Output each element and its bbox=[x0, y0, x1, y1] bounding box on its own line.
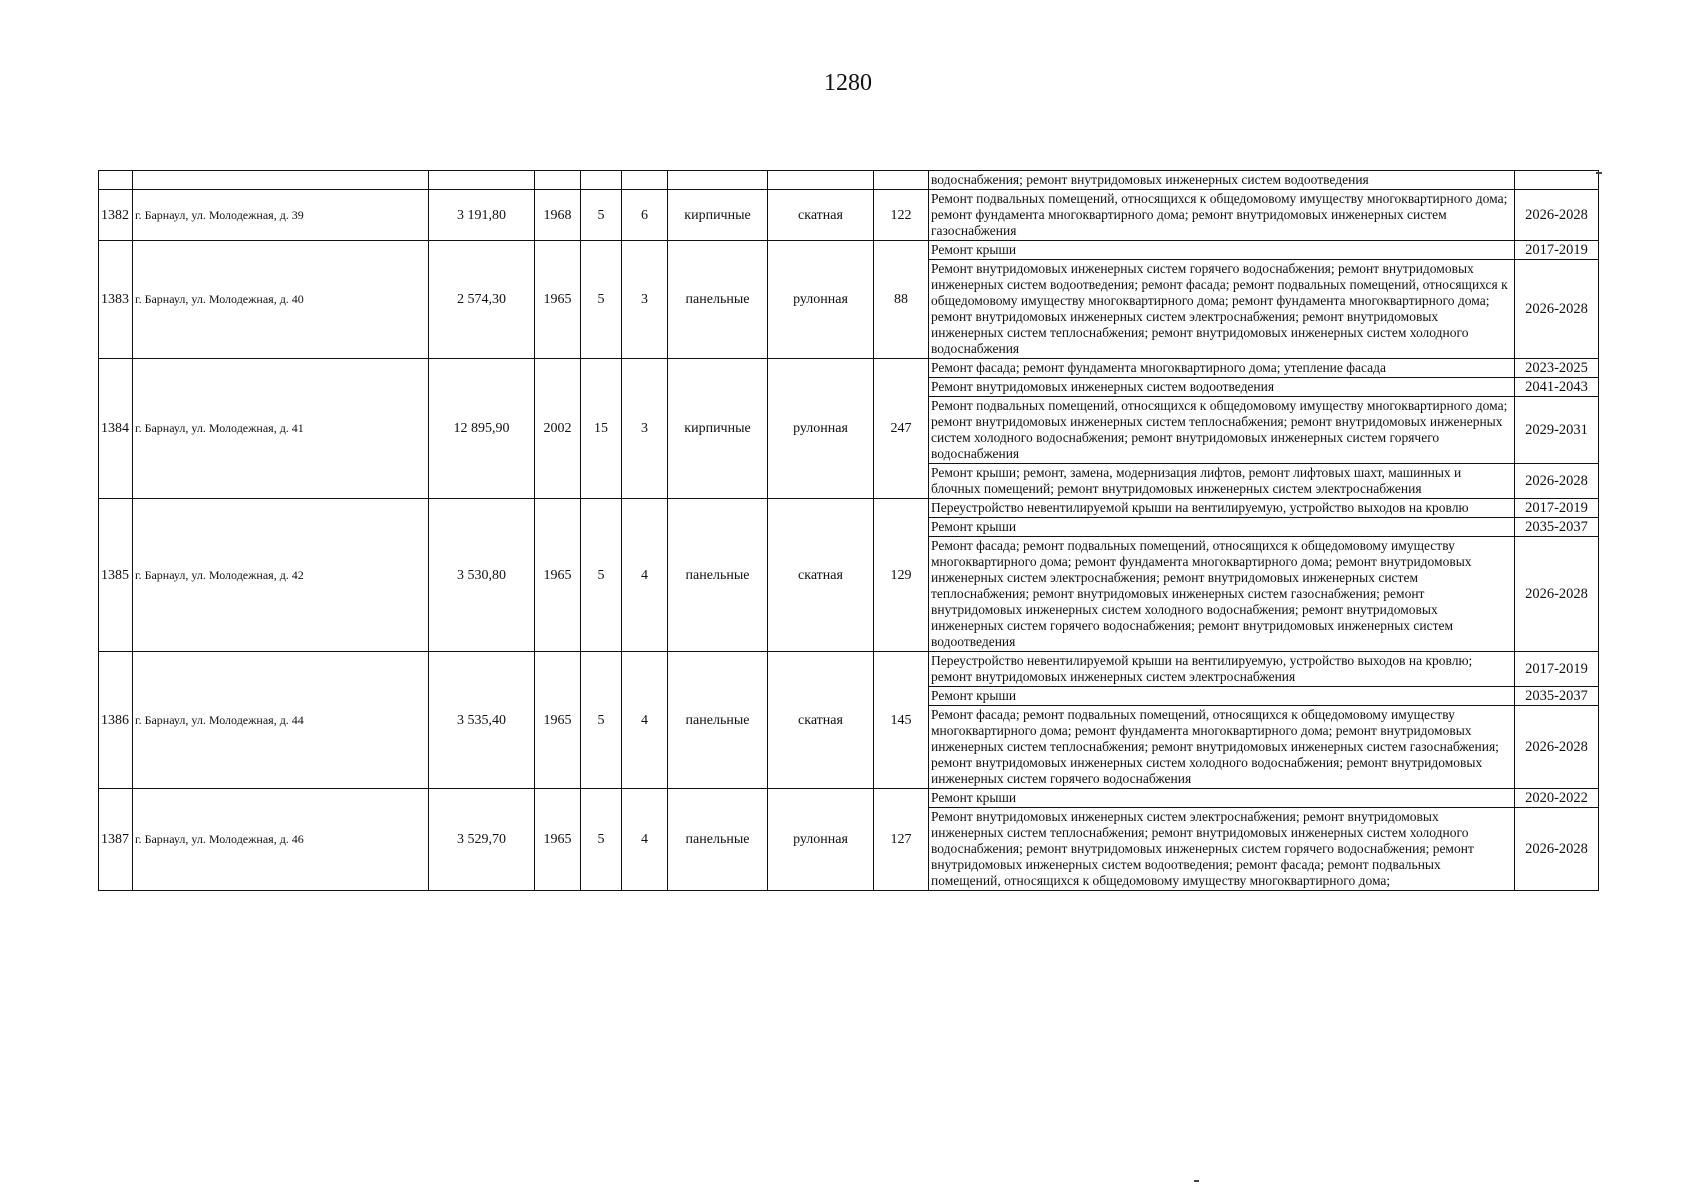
work-period: 2026-2028 bbox=[1515, 808, 1599, 891]
area-cell: 3 535,40 bbox=[429, 652, 535, 789]
area-cell: 3 530,80 bbox=[429, 499, 535, 652]
table-row bbox=[99, 241, 1599, 260]
address-cell: г. Барнаул, ул. Молодежная, д. 39 bbox=[133, 190, 429, 241]
work-period: 2026-2028 bbox=[1515, 537, 1599, 652]
address-cell bbox=[133, 171, 429, 190]
work-period: 2026-2028 bbox=[1515, 260, 1599, 359]
floors-cell: 5 bbox=[581, 190, 622, 241]
work-period: 2020-2022 bbox=[1515, 789, 1599, 808]
table-row bbox=[99, 190, 1599, 241]
entrances-cell: 4 bbox=[622, 789, 668, 891]
roof-cell: скатная bbox=[768, 499, 874, 652]
table-row bbox=[99, 171, 1599, 190]
work-period: 2035-2037 bbox=[1515, 687, 1599, 706]
work-description: Ремонт крыши bbox=[929, 687, 1515, 706]
area-cell: 3 529,70 bbox=[429, 789, 535, 891]
work-period: 2026-2028 bbox=[1515, 464, 1599, 499]
page-number: 1280 bbox=[824, 70, 872, 96]
work-period: 2017-2019 bbox=[1515, 241, 1599, 260]
table-row bbox=[99, 359, 1599, 378]
work-period: 2026-2028 bbox=[1515, 706, 1599, 789]
entrances-cell: 4 bbox=[622, 499, 668, 652]
row-number: 1382 bbox=[99, 190, 133, 241]
work-description: водоснабжения; ремонт внутридомовых инженерных систем водоотведения bbox=[929, 171, 1515, 190]
work-period: 2023-2025 bbox=[1515, 359, 1599, 378]
work-period: 2017-2019 bbox=[1515, 499, 1599, 518]
area-cell: 3 191,80 bbox=[429, 190, 535, 241]
walls-cell: кирпичные bbox=[668, 359, 768, 499]
entrances-cell: 4 bbox=[622, 652, 668, 789]
work-description: Ремонт внутридомовых инженерных систем горячего водоснабжения; ремонт внутридомовых инженерных систем водоотведения; ремонт фасада; ремонт подвальных помещений, относящихся к общедомовому имуществу многоквартирного дома; ремонт фундамента многоквартирного дома; ремонт внутридомовых инженерных систем электроснабжения; ремонт внутридомовых инженерных систем теплоснабжения; ремонт внутридомовых инженерных систем холодного водоснабжения bbox=[929, 260, 1515, 359]
work-description: Ремонт крыши bbox=[929, 241, 1515, 260]
address-cell: г. Барнаул, ул. Молодежная, д. 40 bbox=[133, 241, 429, 359]
walls-cell: панельные bbox=[668, 241, 768, 359]
residents-cell: 122 bbox=[874, 190, 929, 241]
work-description: Ремонт крыши bbox=[929, 518, 1515, 537]
table-row bbox=[99, 652, 1599, 687]
row-number: 1384 bbox=[99, 359, 133, 499]
address-cell: г. Барнаул, ул. Молодежная, д. 41 bbox=[133, 359, 429, 499]
housing-repair-table bbox=[98, 170, 1599, 891]
roof-cell: скатная bbox=[768, 190, 874, 241]
scan-mark bbox=[1194, 1180, 1199, 1182]
residents-cell: 127 bbox=[874, 789, 929, 891]
floors-cell bbox=[581, 171, 622, 190]
work-period: 2035-2037 bbox=[1515, 518, 1599, 537]
roof-cell: скатная bbox=[768, 652, 874, 789]
row-number: 1385 bbox=[99, 499, 133, 652]
year-cell: 1968 bbox=[535, 190, 581, 241]
walls-cell bbox=[668, 171, 768, 190]
table-body bbox=[99, 171, 1599, 891]
floors-cell: 15 bbox=[581, 359, 622, 499]
work-description: Ремонт внутридомовых инженерных систем водоотведения bbox=[929, 378, 1515, 397]
work-period: 2017-2019 bbox=[1515, 652, 1599, 687]
area-cell: 12 895,90 bbox=[429, 359, 535, 499]
year-cell: 1965 bbox=[535, 652, 581, 789]
year-cell: 2002 bbox=[535, 359, 581, 499]
table-row bbox=[99, 789, 1599, 808]
residents-cell bbox=[874, 171, 929, 190]
row-number: 1386 bbox=[99, 652, 133, 789]
year-cell bbox=[535, 171, 581, 190]
address-cell: г. Барнаул, ул. Молодежная, д. 46 bbox=[133, 789, 429, 891]
work-description: Переустройство невентилируемой крыши на вентилируемую, устройство выходов на кровлю; ремонт внутридомовых инженерных систем электроснабжения bbox=[929, 652, 1515, 687]
work-description: Переустройство невентилируемой крыши на вентилируемую, устройство выходов на кровлю bbox=[929, 499, 1515, 518]
work-period bbox=[1515, 171, 1599, 190]
roof-cell: рулонная bbox=[768, 789, 874, 891]
residents-cell: 247 bbox=[874, 359, 929, 499]
floors-cell: 5 bbox=[581, 241, 622, 359]
work-description: Ремонт внутридомовых инженерных систем электроснабжения; ремонт внутридомовых инженерных систем теплоснабжения; ремонт внутридомовых инженерных систем холодного водоснабжения; ремонт внутридомовых инженерных систем горячего водоснабжения; ремонт внутридомовых инженерных систем водоотведения; ремонт фасада; ремонт подвальных помещений, относящихся к общедомовому имуществу многоквартирного дома; bbox=[929, 808, 1515, 891]
year-cell: 1965 bbox=[535, 789, 581, 891]
work-period: 2026-2028 bbox=[1515, 190, 1599, 241]
residents-cell: 129 bbox=[874, 499, 929, 652]
work-description: Ремонт фасада; ремонт подвальных помещений, относящихся к общедомовому имуществу многоквартирного дома; ремонт фундамента многоквартирного дома; ремонт внутридомовых инженерных систем теплоснабжения; ремонт внутридомовых инженерных систем газоснабжения; ремонт внутридомовых инженерных систем холодного водоснабжения; ремонт внутридомовых инженерных систем горячего водоснабжения bbox=[929, 706, 1515, 789]
residents-cell: 88 bbox=[874, 241, 929, 359]
area-cell: 2 574,30 bbox=[429, 241, 535, 359]
area-cell bbox=[429, 171, 535, 190]
residents-cell: 145 bbox=[874, 652, 929, 789]
work-description: Ремонт крыши bbox=[929, 789, 1515, 808]
year-cell: 1965 bbox=[535, 241, 581, 359]
work-description: Ремонт крыши; ремонт, замена, модернизация лифтов, ремонт лифтовых шахт, машинных и блочных помещений; ремонт внутридомовых инженерных систем электроснабжения bbox=[929, 464, 1515, 499]
entrances-cell: 6 bbox=[622, 190, 668, 241]
floors-cell: 5 bbox=[581, 499, 622, 652]
work-description: Ремонт подвальных помещений, относящихся к общедомовому имуществу многоквартирного дома; ремонт внутридомовых инженерных систем теплоснабжения; ремонт внутридомовых инженерных систем холодного водоснабжения; ремонт внутридомовых инженерных систем горячего водоснабжения bbox=[929, 397, 1515, 464]
table-row bbox=[99, 499, 1599, 518]
year-cell: 1965 bbox=[535, 499, 581, 652]
entrances-cell bbox=[622, 171, 668, 190]
row-number: 1387 bbox=[99, 789, 133, 891]
address-cell: г. Барнаул, ул. Молодежная, д. 42 bbox=[133, 499, 429, 652]
scan-mark bbox=[1596, 172, 1602, 174]
roof-cell: рулонная bbox=[768, 359, 874, 499]
walls-cell: панельные bbox=[668, 789, 768, 891]
work-period: 2041-2043 bbox=[1515, 378, 1599, 397]
floors-cell: 5 bbox=[581, 789, 622, 891]
row-number bbox=[99, 171, 133, 190]
entrances-cell: 3 bbox=[622, 359, 668, 499]
entrances-cell: 3 bbox=[622, 241, 668, 359]
address-cell: г. Барнаул, ул. Молодежная, д. 44 bbox=[133, 652, 429, 789]
work-period: 2029-2031 bbox=[1515, 397, 1599, 464]
work-description: Ремонт фасада; ремонт фундамента многоквартирного дома; утепление фасада bbox=[929, 359, 1515, 378]
walls-cell: панельные bbox=[668, 499, 768, 652]
work-description: Ремонт фасада; ремонт подвальных помещений, относящихся к общедомовому имуществу многоквартирного дома; ремонт фундамента многоквартирного дома; ремонт внутридомовых инженерных систем электроснабжения; ремонт внутридомовых инженерных систем теплоснабжения; ремонт внутридомовых инженерных систем газоснабжения; ремонт внутридомовых инженерных систем холодного водоснабжения; ремонт внутридомовых инженерных систем горячего водоснабжения; ремонт внутридомовых инженерных систем водоотведения bbox=[929, 537, 1515, 652]
row-number: 1383 bbox=[99, 241, 133, 359]
roof-cell: рулонная bbox=[768, 241, 874, 359]
walls-cell: панельные bbox=[668, 652, 768, 789]
work-description: Ремонт подвальных помещений, относящихся к общедомовому имуществу многоквартирного дома; ремонт фундамента многоквартирного дома; ремонт внутридомовых инженерных систем газоснабжения bbox=[929, 190, 1515, 241]
floors-cell: 5 bbox=[581, 652, 622, 789]
roof-cell bbox=[768, 171, 874, 190]
walls-cell: кирпичные bbox=[668, 190, 768, 241]
